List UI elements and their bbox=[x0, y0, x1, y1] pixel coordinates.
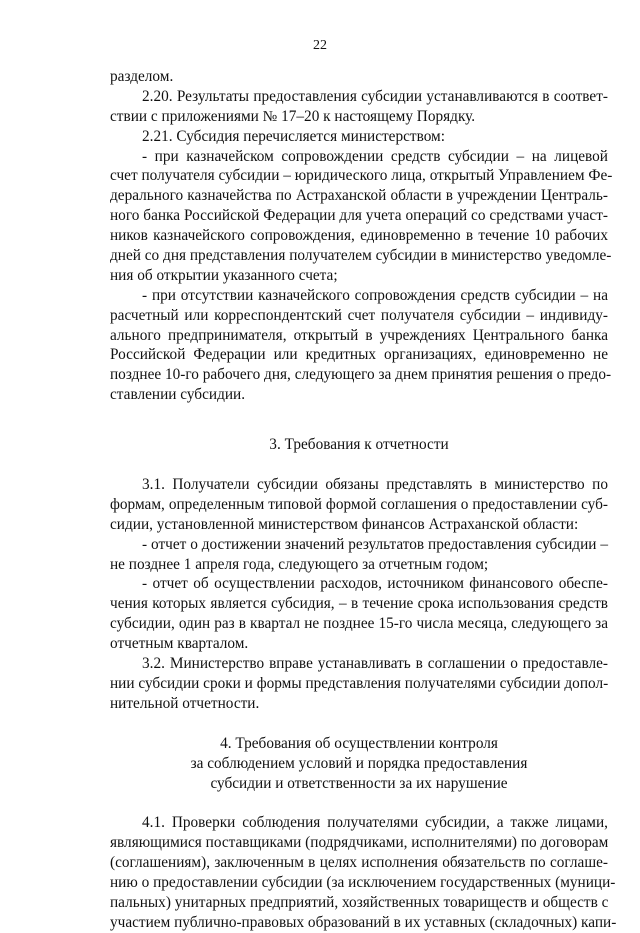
text-line: - при отсутствии казначейского сопровождения средств субсидии – на bbox=[142, 286, 608, 304]
text-line: дней со дня представления получателем субсидии в министерство уведомле- bbox=[110, 247, 612, 265]
text-line: ствии с приложениями № 17–20 к настоящему Порядку. bbox=[110, 107, 476, 125]
text-line: позднее 10-го рабочего дня, следующего за днем принятия решения о предо- bbox=[110, 366, 612, 384]
section-heading: субсидии и ответственности за их нарушение bbox=[210, 774, 508, 792]
document-body bbox=[110, 67, 617, 933]
text-line: нию о предоставлении субсидии (за исключением государственных (муници- bbox=[110, 874, 616, 892]
text-line: 3.2. Министерство вправе устанавливать в соглашении о предоставле- bbox=[142, 655, 608, 673]
text-line: - при казначейском сопровождении средств субсидии – на лицевой bbox=[142, 147, 608, 165]
text-line: дерального казначейства по Астраханской области в учреждении Централь- bbox=[110, 187, 608, 205]
text-line: Российской Федерации или кредитных организациях, единовременно не bbox=[110, 346, 608, 364]
text-line: субсидии, один раз в квартал не позднее 15-го числа месяца, следующего за bbox=[110, 615, 608, 633]
section-heading: 4. Требования об осуществлении контроля bbox=[220, 734, 498, 752]
text-line: не позднее 1 апреля года, следующего за отчетным годом; bbox=[110, 555, 489, 573]
text-line: 2.20. Результаты предоставления субсидии устанавливаются в соответ- bbox=[142, 87, 608, 105]
text-line: - отчет о достижении значений результатов предоставления субсидии – bbox=[142, 535, 608, 553]
text-line: ников казначейского сопровождения, единовременно в течение 10 рабочих bbox=[110, 227, 608, 245]
text-line: ального предпринимателя, открытый в учреждениях Центрального банка bbox=[110, 326, 608, 344]
text-line: ного банка Российской Федерации для учета операций со средствами участ- bbox=[110, 207, 608, 225]
text-line: разделом. bbox=[110, 68, 174, 85]
text-line: 2.21. Субсидия перечисляется министерством: bbox=[142, 127, 445, 145]
text-line: расчетный или корреспондентский счет получателя субсидии – индивиду- bbox=[110, 306, 608, 324]
section-heading: 3. Требования к отчетности bbox=[269, 436, 449, 454]
text-line: формам, определенным типовой формой соглашения о предоставлении суб- bbox=[110, 495, 608, 513]
section-heading: за соблюдением условий и порядка предоставления bbox=[190, 754, 528, 772]
text-line: участием публично-правовых образований в их уставных (складочных) капи- bbox=[110, 913, 617, 931]
text-line: ния об открытии указанного счета; bbox=[110, 266, 338, 284]
text-line: ставлении субсидии. bbox=[110, 386, 246, 404]
text-line: - отчет об осуществлении расходов, источником финансового обеспе- bbox=[142, 575, 608, 593]
text-line: нительной отчетности. bbox=[110, 694, 260, 712]
text-line: счет получателя субсидии – юридического лица, открытый Управлением Фе- bbox=[110, 167, 613, 185]
page-number: 22 bbox=[313, 38, 327, 53]
text-line: 4.1. Проверки соблюдения получателями субсидии, а также лицами, bbox=[142, 814, 608, 832]
text-line: 3.1. Получатели субсидии обязаны представлять в министерство по bbox=[142, 476, 608, 494]
text-line: отчетным кварталом. bbox=[110, 635, 249, 653]
text-line: нии субсидии сроки и формы представления получателями субсидии допол- bbox=[110, 674, 609, 692]
text-line: (соглашениям), заключенным в целях исполнения обязательств по соглаше- bbox=[110, 854, 608, 872]
text-line: сидии, установленной министерством финансов Астраханской области: bbox=[110, 515, 579, 533]
text-line: пальных) унитарных предприятий, хозяйственных товариществ и обществ с bbox=[110, 893, 609, 911]
text-line: чения которых является субсидия, – в течение срока использования средств bbox=[110, 595, 608, 613]
text-line: являющимися поставщиками (подрядчиками, исполнителями) по договорам bbox=[110, 834, 609, 852]
